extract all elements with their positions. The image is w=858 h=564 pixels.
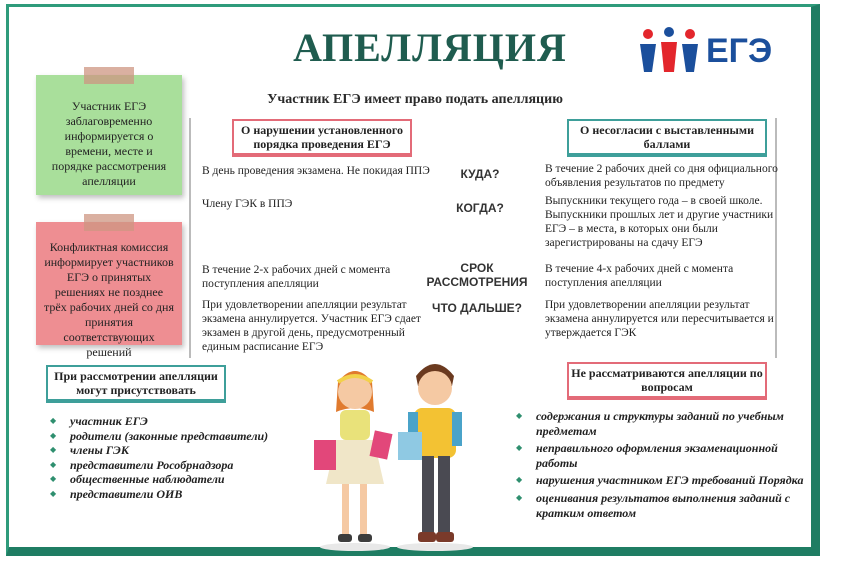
ege-logo-icon bbox=[636, 26, 706, 76]
list-item: ◆ содержания и структуры заданий по учебным предметам bbox=[514, 409, 804, 438]
violation-when: Члену ГЭК в ППЭ bbox=[202, 198, 293, 210]
header-violation: О нарушении установленного порядка проведения ЕГЭ bbox=[232, 119, 412, 157]
subtitle: Участник ЕГЭ имеет право подать апелляцию bbox=[267, 92, 563, 107]
question-term: СРОК РАССМОТРЕНИЯ bbox=[426, 261, 528, 289]
note-inform-time bbox=[36, 75, 182, 195]
header-disagreement: О несогласии с выставленными баллами bbox=[567, 119, 767, 157]
list-item: ◆ члены ГЭК bbox=[48, 443, 308, 458]
logo-text: ЕГЭ bbox=[706, 32, 773, 70]
header-present: При рассмотрении апелляции могут присутствовать bbox=[46, 365, 226, 403]
list-item: ◆ представители ОИВ bbox=[48, 487, 308, 502]
list-item: ◆ неправильного оформления экзаменационной работы bbox=[514, 441, 804, 470]
header-not-considered: Не рассматриваются апелляции по вопросам bbox=[567, 362, 767, 400]
note-commission-decision bbox=[36, 222, 182, 359]
disagreement-where: В течение 2 рабочих дней со дня официального объявления результатов по предмету bbox=[545, 163, 778, 189]
not-considered-list bbox=[514, 409, 804, 520]
disagreement-term: В течение 4-х рабочих дней с момента поступления апелляции bbox=[545, 263, 734, 289]
ege-logo bbox=[636, 26, 806, 76]
list-item: ◆ общественные наблюдатели bbox=[48, 472, 308, 487]
question-next: ЧТО ДАЛЬШЕ? bbox=[432, 301, 522, 315]
violation-next: При удовлетворении апелляции результат экзамена аннулируется. Участник ЕГЭ сдает экзамен в другой день, предусмотренный единым расписание ЕГЭ bbox=[202, 299, 421, 353]
tape-decoration bbox=[84, 214, 134, 231]
students-illustration bbox=[300, 352, 490, 552]
tape-decoration bbox=[84, 67, 134, 84]
violation-where: В день проведения экзамена. Не покидая ППЭ bbox=[202, 165, 430, 177]
list-item: ◆ родители (законные представители) bbox=[48, 429, 308, 444]
disagreement-next: При удовлетворении апелляции результат экзамена аннулируется или пересчитывается и утверждается ГЭК bbox=[545, 299, 774, 339]
list-item: ◆ оценивания результатов выполнения заданий с кратким ответом bbox=[514, 491, 804, 520]
note-text: Конфликтная комиссия информирует участников ЕГЭ о принятых решениях не позднее трёх рабочих дней со дня принятия соответствующих решений bbox=[44, 240, 174, 359]
list-item: ◆ участник ЕГЭ bbox=[48, 414, 308, 429]
note-text: Участник ЕГЭ заблаговременно информируется о времени, месте и порядке рассмотрения апелляции bbox=[51, 99, 167, 188]
present-list bbox=[48, 414, 308, 502]
question-when: КОГДА? bbox=[456, 201, 504, 215]
divider-left bbox=[189, 118, 191, 358]
list-item: ◆ представители Рособрнадзора bbox=[48, 458, 308, 473]
page-title: АПЕЛЛЯЦИЯ bbox=[293, 25, 567, 70]
violation-term: В течение 2-х рабочих дней с момента поступления апелляции bbox=[202, 264, 391, 290]
list-item: ◆ нарушения участником ЕГЭ требований Порядка bbox=[514, 473, 804, 488]
question-where: КУДА? bbox=[460, 167, 500, 181]
disagreement-when: Выпускники текущего года – в своей школе. Выпускники прошлых лет и другие участники ЕГЭ – в места, в которых они были зарегистрированы на сдачу ЕГЭ bbox=[545, 195, 774, 249]
